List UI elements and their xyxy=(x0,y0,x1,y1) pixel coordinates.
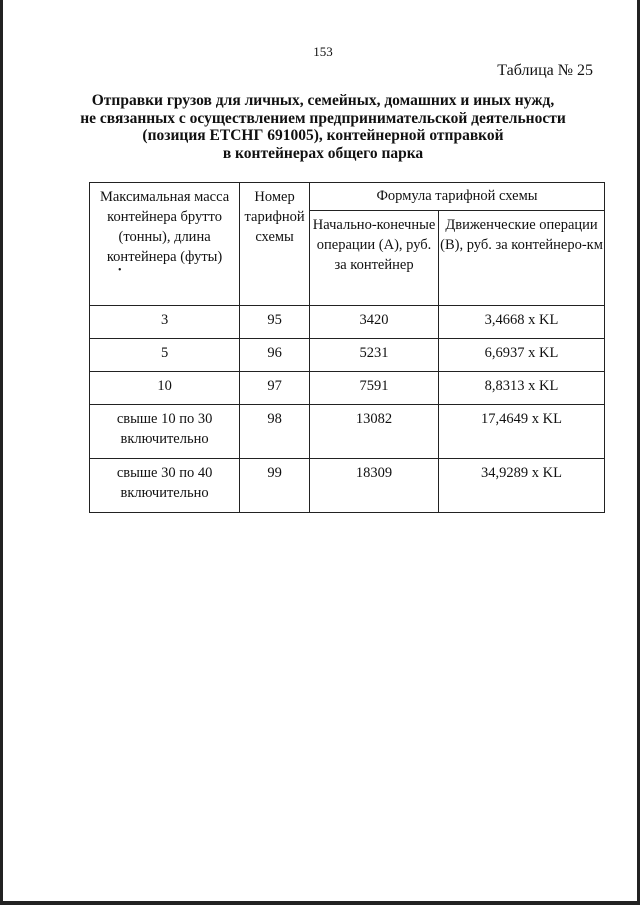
cell-mass: 10 xyxy=(90,372,240,405)
header-formula: Формула тарифной схемы xyxy=(310,183,605,211)
cell-b: 3,4668 х KL xyxy=(439,306,605,339)
cell-scheme: 95 xyxy=(240,306,310,339)
cell-a: 3420 xyxy=(310,306,439,339)
cell-a: 7591 xyxy=(310,372,439,405)
header-initial-final: Начально-конечные операции (А), руб. за контейнер xyxy=(310,210,439,305)
table-row xyxy=(90,405,605,459)
cell-b: 17,4649 х KL xyxy=(439,405,605,459)
title-line: не связанных с осуществлением предпринимательской деятельности xyxy=(80,109,566,127)
header-movement: Движенческие операции (В), руб. за контейнеро-км xyxy=(439,210,605,305)
title-line: Отправки грузов для личных, семейных, домашних и иных нужд, xyxy=(91,92,555,109)
header-mass-label: Максимальная масса контейнера брутто (тонны), длина контейнера (футы) xyxy=(99,189,230,265)
table-row xyxy=(90,459,605,513)
table-row xyxy=(90,306,605,339)
cell-mass: 3 xyxy=(90,306,240,339)
page-number: 153 xyxy=(313,44,333,59)
cell-scheme: 97 xyxy=(240,372,310,405)
cell-a: 13082 xyxy=(310,405,439,459)
cell-scheme: 99 xyxy=(240,459,310,513)
table-title xyxy=(63,92,583,162)
header-mark: • xyxy=(118,265,122,276)
cell-scheme: 96 xyxy=(240,339,310,372)
cell-b: 6,6937 х KL xyxy=(439,339,605,372)
cell-a: 18309 xyxy=(310,459,439,513)
cell-mass: свыше 10 по 30 включительно xyxy=(90,405,240,459)
title-line: в контейнерах общего парка xyxy=(222,144,424,162)
header-mass xyxy=(90,183,240,306)
cell-b: 8,8313 х KL xyxy=(439,372,605,405)
header-row xyxy=(90,183,605,211)
table-row xyxy=(90,372,605,405)
tariff-table xyxy=(89,182,605,513)
header-scheme-number: Номер тарифной схемы xyxy=(240,183,310,306)
cell-b: 34,9289 х KL xyxy=(439,459,605,513)
table-row xyxy=(90,339,605,372)
cell-a: 5231 xyxy=(310,339,439,372)
cell-scheme: 98 xyxy=(240,405,310,459)
cell-mass: 5 xyxy=(90,339,240,372)
cell-mass: свыше 30 по 40 включительно xyxy=(90,459,240,513)
title-line: (позиция ЕТСНГ 691005), контейнерной отправкой xyxy=(142,127,504,144)
table-label: Таблица № 25 xyxy=(497,62,593,79)
